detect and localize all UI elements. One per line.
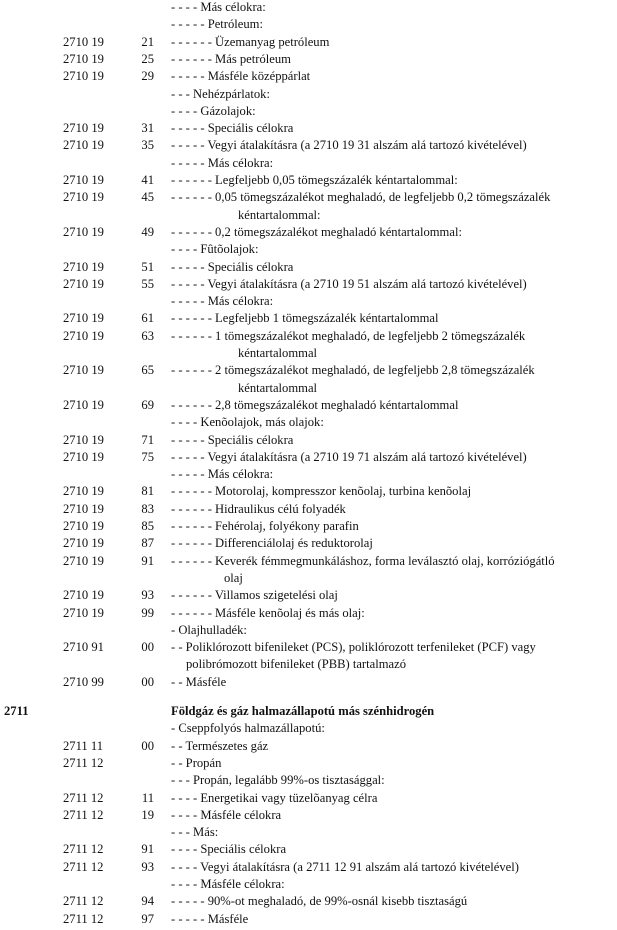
tariff-row	[0, 502, 617, 519]
cn-code: 2710 19	[63, 449, 104, 464]
subheading-code: 69	[141, 397, 154, 412]
tariff-row	[0, 756, 617, 773]
item-description: - - - - - - 0,05 tömegszázalékot meghaladó, de legfeljebb 0,2 tömegszázalék	[171, 190, 551, 205]
tariff-row	[0, 519, 617, 536]
item-description: - - - - - - Hidraulikus célú folyadék	[171, 501, 346, 516]
item-description: - - Másféle	[171, 674, 227, 689]
cn-code: 2710 19	[63, 138, 104, 153]
item-description: - Cseppfolyós halmazállapotú:	[171, 721, 325, 736]
tariff-row	[0, 260, 617, 277]
tariff-row	[0, 69, 617, 86]
tariff-row	[0, 606, 617, 623]
subheading-code: 71	[141, 432, 154, 447]
item-description: kéntartalommal	[238, 380, 318, 395]
subheading-code: 11	[141, 790, 154, 805]
item-description: polibrómozott bifenileket (PBB) tartalmazó	[186, 657, 406, 672]
subheading-code: 91	[141, 842, 154, 857]
item-description: - - - - Másféle célokra:	[171, 877, 285, 891]
subheading-code: 35	[141, 138, 154, 153]
item-description: - - - - Fûtõolajok:	[171, 242, 259, 257]
cn-code: 2710 19	[63, 553, 104, 568]
subheading-code: 61	[141, 311, 154, 326]
subheading-code: 45	[141, 190, 154, 205]
item-description: - - - - - - Legfeljebb 0,05 tömegszázalék kéntartalommal:	[171, 173, 458, 187]
item-description: - - - - - - Motorolaj, kompresszor kenõolaj, turbina kenõolaj	[171, 484, 472, 499]
cn-code: 2710 19	[63, 536, 104, 551]
subheading-code: 41	[141, 173, 154, 187]
tariff-row	[0, 190, 617, 207]
tariff-row	[0, 433, 617, 450]
cn-code: 2711 12	[63, 894, 104, 909]
tariff-row	[0, 675, 617, 692]
item-description: - - - - Energetikai vagy tüzelõanyag célra	[171, 790, 378, 805]
cn-code: 2710 99	[63, 674, 104, 689]
item-description: - - - - - Másféle középpárlat	[171, 69, 311, 84]
item-description: - - - - - Másféle	[171, 911, 249, 926]
item-description: - - - - - Vegyi átalakításra (a 2710 19 31 alszám alá tartozó kivételével)	[171, 138, 527, 153]
tariff-row	[0, 311, 617, 328]
cn-code: 2710 19	[63, 328, 104, 343]
tariff-row	[0, 739, 617, 756]
item-description: - - - - - - 0,2 tömegszázalékot meghaladó kéntartalommal:	[171, 224, 462, 239]
item-description: - - - - - Vegyi átalakításra (a 2710 19 51 alszám alá tartozó kivételével)	[171, 276, 527, 291]
cn-code: 2711 12	[63, 842, 104, 857]
cn-code: 2710 19	[63, 190, 104, 205]
tariff-row	[0, 225, 617, 242]
cn-code: 2710 19	[63, 605, 104, 620]
subheading-code: 93	[141, 588, 154, 603]
item-description: - - Propán	[171, 755, 222, 770]
subheading-code: 19	[141, 807, 154, 822]
subheading-code: 65	[141, 363, 154, 378]
cn-code: 2710 19	[63, 34, 104, 49]
item-description: - - - - - - Legfeljebb 1 tömegszázalék kéntartalommal	[171, 311, 439, 326]
tariff-row	[0, 657, 617, 674]
tariff-row	[0, 381, 617, 398]
tariff-row	[0, 842, 617, 859]
item-description: - - - Propán, legalább 99%-os tisztasággal:	[171, 773, 385, 788]
subheading-code: 87	[141, 536, 154, 551]
item-description: - - - - Vegyi átalakításra (a 2711 12 91 alszám alá tartozó kivételével)	[171, 859, 519, 874]
tariff-row	[0, 87, 617, 104]
tariff-row	[0, 415, 617, 432]
subheading-code: 75	[141, 449, 154, 464]
tariff-row	[0, 623, 617, 640]
subheading-code: 00	[141, 674, 154, 689]
cn-code: 2710 19	[63, 51, 104, 66]
cn-code: 2710 19	[63, 484, 104, 499]
tariff-row	[0, 640, 617, 657]
tariff-row	[0, 0, 617, 17]
item-description: - - - - - - Keverék fémmegmunkáláshoz, forma leválasztó olaj, korróziógátló	[171, 553, 555, 568]
tariff-row	[0, 467, 617, 484]
item-description: - - Poliklórozott bifenileket (PCS), poliklórozott terfenileket (PCF) vagy	[171, 640, 536, 655]
subheading-code: 91	[141, 553, 154, 568]
subheading-code: 21	[141, 34, 154, 49]
item-description: - - - - - - Üzemanyag petróleum	[171, 34, 330, 49]
heading-row	[0, 704, 617, 721]
cn-code: 2710 91	[63, 640, 104, 655]
tariff-row	[0, 877, 617, 894]
subheading-code: 83	[141, 501, 154, 516]
tariff-row	[0, 17, 617, 34]
tariff-row	[0, 912, 617, 929]
item-description: olaj	[224, 570, 243, 585]
item-description: - - - - - 90%-ot meghaladó, de 99%-osnál kisebb tisztaságú	[171, 894, 468, 909]
cn-code: 2710 19	[63, 121, 104, 136]
tariff-row	[0, 35, 617, 52]
item-description: - - - Nehézpárlatok:	[171, 86, 270, 101]
tariff-row	[0, 773, 617, 790]
tariff-row	[0, 121, 617, 138]
tariff-row	[0, 346, 617, 363]
cn-code: 2710 19	[63, 397, 104, 412]
cn-code: 2711 12	[63, 859, 104, 874]
cn-code: 2710 19	[63, 501, 104, 516]
subheading-code: 97	[141, 911, 154, 926]
item-description: - - - - - Speciális célokra	[171, 259, 294, 274]
item-description: - - - - - - Differenciálolaj és reduktorolaj	[171, 536, 373, 551]
tariff-row	[0, 398, 617, 415]
item-description: - - - - Más célokra:	[171, 0, 266, 14]
cn-code: 2710 19	[63, 276, 104, 291]
tariff-row	[0, 588, 617, 605]
item-description: - - - - - Petróleum:	[171, 17, 263, 32]
cn-code: 2710 19	[63, 519, 104, 533]
item-description: - - - - - Vegyi átalakításra (a 2710 19 71 alszám alá tartozó kivételével)	[171, 449, 527, 464]
cn-code: 2710 19	[63, 588, 104, 603]
heading-code: 2711	[4, 704, 29, 718]
tariff-row	[0, 156, 617, 173]
tariff-row	[0, 208, 617, 225]
subheading-code: 31	[141, 121, 154, 136]
cn-code: 2710 19	[63, 363, 104, 378]
tariff-row	[0, 554, 617, 571]
tariff-row	[0, 825, 617, 842]
cn-code: 2710 19	[63, 311, 104, 326]
tariff-row	[0, 484, 617, 501]
item-description: - - - - Speciális célokra	[171, 842, 287, 857]
subheading-code: 00	[141, 738, 154, 753]
cn-code: 2710 19	[63, 173, 104, 187]
cn-code: 2711 12	[63, 807, 104, 822]
subheading-code: 51	[141, 259, 154, 274]
item-description: - - - - - - 2,8 tömegszázalékot meghaladó kéntartalommal	[171, 397, 459, 412]
item-description: kéntartalommal	[238, 346, 318, 360]
tariff-row	[0, 363, 617, 380]
tariff-row	[0, 536, 617, 553]
tariff-row	[0, 860, 617, 877]
subheading-code: 85	[141, 519, 154, 533]
subheading-code: 55	[141, 276, 154, 291]
item-description: - - - - - - 2 tömegszázalékot meghaladó, de legfeljebb 2,8 tömegszázalék	[171, 363, 535, 378]
subheading-code: 99	[141, 605, 154, 620]
cn-code: 2710 19	[63, 259, 104, 274]
tariff-row	[0, 450, 617, 467]
tariff-row	[0, 894, 617, 911]
item-description: - - - - - - Villamos szigetelési olaj	[171, 588, 338, 603]
subheading-code: 00	[141, 640, 154, 655]
cn-code: 2711 12	[63, 790, 104, 805]
cn-code: 2711 12	[63, 911, 104, 926]
item-description: - - - - - Más célokra:	[171, 294, 274, 309]
cn-code: 2710 19	[63, 432, 104, 447]
item-description: - - - - - - Másféle kenõolaj és más olaj:	[171, 605, 365, 620]
cn-code: 2711 11	[63, 738, 103, 753]
tariff-row	[0, 173, 617, 190]
tariff-row	[0, 277, 617, 294]
heading-description: Földgáz és gáz halmazállapotú más szénhidrogén	[171, 704, 435, 718]
item-description: - - - - - Más célokra:	[171, 467, 274, 482]
tariff-row	[0, 329, 617, 346]
subheading-code: 29	[141, 69, 154, 84]
item-description: kéntartalommal:	[238, 207, 321, 222]
item-description: - - - - Kenõolajok, más olajok:	[171, 415, 324, 430]
tariff-row	[0, 52, 617, 69]
tariff-row	[0, 791, 617, 808]
item-description: - - - - Másféle célokra	[171, 807, 282, 822]
tariff-row	[0, 721, 617, 738]
subheading-code: 81	[141, 484, 154, 499]
cn-code: 2710 19	[63, 224, 104, 239]
subheading-code: 63	[141, 328, 154, 343]
item-description: - - - - Gázolajok:	[171, 103, 256, 118]
cn-code: 2711 12	[63, 755, 104, 770]
item-description: - - - - - Speciális célokra	[171, 432, 294, 447]
subheading-code: 25	[141, 51, 154, 66]
item-description: - Olajhulladék:	[171, 622, 247, 637]
item-description: - - - - - - Más petróleum	[171, 51, 291, 66]
item-description: - - - - - - Fehérolaj, folyékony parafin	[171, 519, 359, 533]
tariff-row	[0, 104, 617, 121]
item-description: - - - Más:	[171, 825, 219, 840]
tariff-row	[0, 808, 617, 825]
tariff-row	[0, 242, 617, 259]
cn-code: 2710 19	[63, 69, 104, 84]
tariff-row	[0, 294, 617, 311]
tariff-row	[0, 571, 617, 588]
item-description: - - Természetes gáz	[171, 738, 269, 753]
subheading-code: 49	[141, 224, 154, 239]
subheading-code: 94	[141, 894, 154, 909]
tariff-row	[0, 138, 617, 155]
item-description: - - - - - Speciális célokra	[171, 121, 294, 136]
item-description: - - - - - - 1 tömegszázalékot meghaladó, de legfeljebb 2 tömegszázalék	[171, 328, 526, 343]
item-description: - - - - - Más célokra:	[171, 155, 274, 170]
subheading-code: 93	[141, 859, 154, 874]
